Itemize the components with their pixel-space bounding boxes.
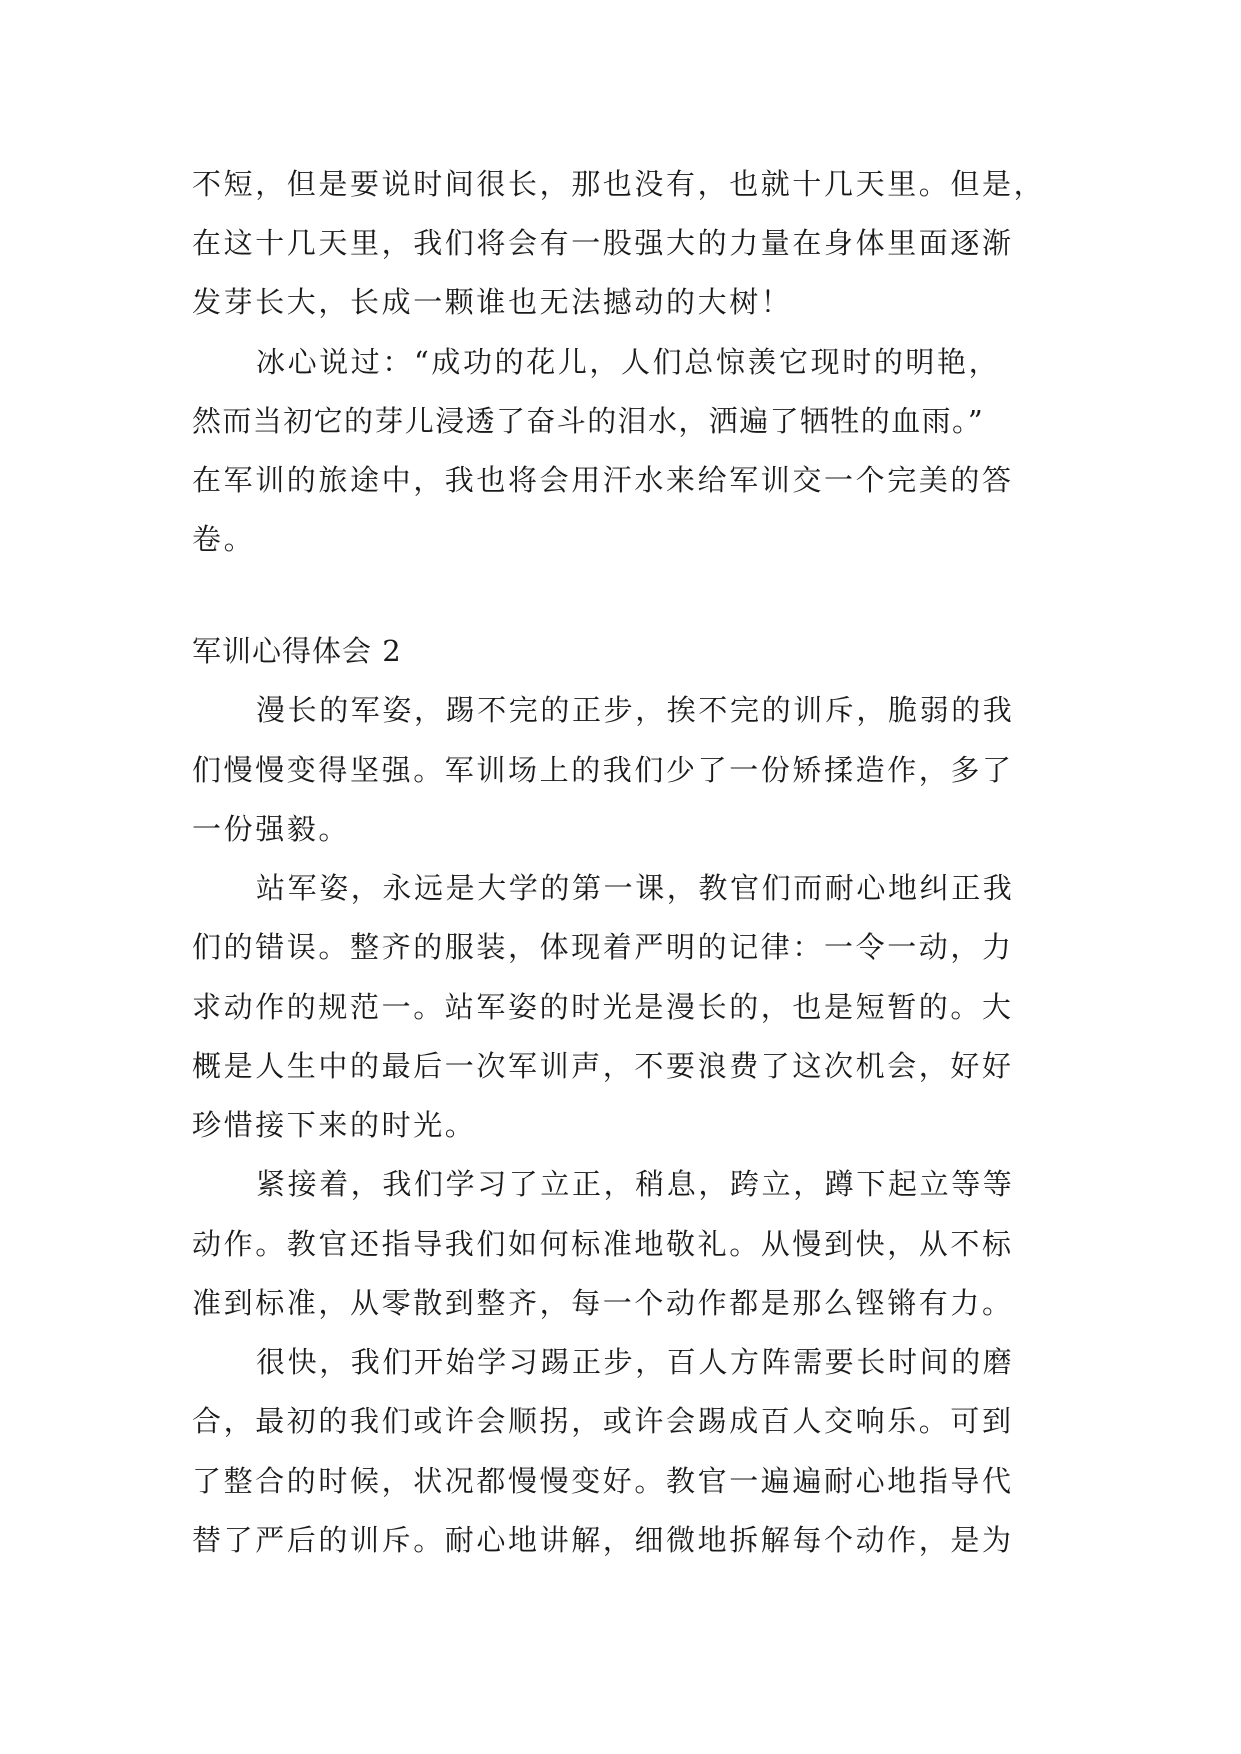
paragraph-line: 概是人生中的最后一次军训声，不要浪费了这次机会，好好 <box>192 1049 1014 1083</box>
paragraph-line: 替了严后的训斥。耐心地讲解，细微地拆解每个动作，是为 <box>192 1523 1014 1557</box>
paragraph-line: 动作。教官还指导我们如何标准地敬礼。从慢到快，从不标 <box>192 1227 1014 1261</box>
paragraph-line: 冰心说过：“成功的花儿，人们总惊羡它现时的明艳， <box>256 345 1001 379</box>
paragraph-line: 求动作的规范一。站军姿的时光是漫长的，也是短暂的。大 <box>192 990 1014 1024</box>
paragraph-line: 很快，我们开始学习踢正步，百人方阵需要长时间的磨 <box>256 1345 1015 1379</box>
paragraph-line: 们慢慢变得坚强。军训场上的我们少了一份矫揉造作，多了 <box>192 753 1014 787</box>
paragraph-line: 然而当初它的芽儿浸透了奋斗的泪水，洒遍了牺牲的血雨。” <box>192 404 985 438</box>
paragraph-line: 合，最初的我们或许会顺拐，或许会踢成百人交响乐。可到 <box>192 1404 1014 1438</box>
paragraph-line: 紧接着，我们学习了立正，稍息，跨立，蹲下起立等等 <box>256 1167 1015 1201</box>
paragraph-line: 们的错误。整齐的服装，体现着严明的记律：一令一动，力 <box>192 930 1014 964</box>
paragraph-line: 在军训的旅途中，我也将会用汗水来给军训交一个完美的答 <box>192 463 1014 497</box>
paragraph-line: 一份强毅。 <box>192 812 351 846</box>
paragraph-line: 了整合的时候，状况都慢慢变好。教官一遍遍耐心地指导代 <box>192 1464 1014 1498</box>
paragraph-line: 准到标准，从零散到整齐，每一个动作都是那么铿锵有力。 <box>192 1286 1014 1320</box>
paragraph-line: 卷。 <box>192 522 256 556</box>
paragraph-line: 不短，但是要说时间很长，那也没有，也就十几天里。但是， <box>192 167 1046 201</box>
paragraph-line: 漫长的军姿，踢不完的正步，挨不完的训斥，脆弱的我 <box>256 693 1015 727</box>
paragraph-line: 站军姿，永远是大学的第一课，教官们而耐心地纠正我 <box>256 871 1015 905</box>
section-heading: 军训心得体会 2 <box>192 634 402 668</box>
paragraph-line: 珍惜接下来的时光。 <box>192 1108 477 1142</box>
paragraph-line: 在这十几天里，我们将会有一股强大的力量在身体里面逐渐 <box>192 226 1014 260</box>
paragraph-line: 发芽长大，长成一颗谁也无法撼动的大树！ <box>192 285 793 319</box>
